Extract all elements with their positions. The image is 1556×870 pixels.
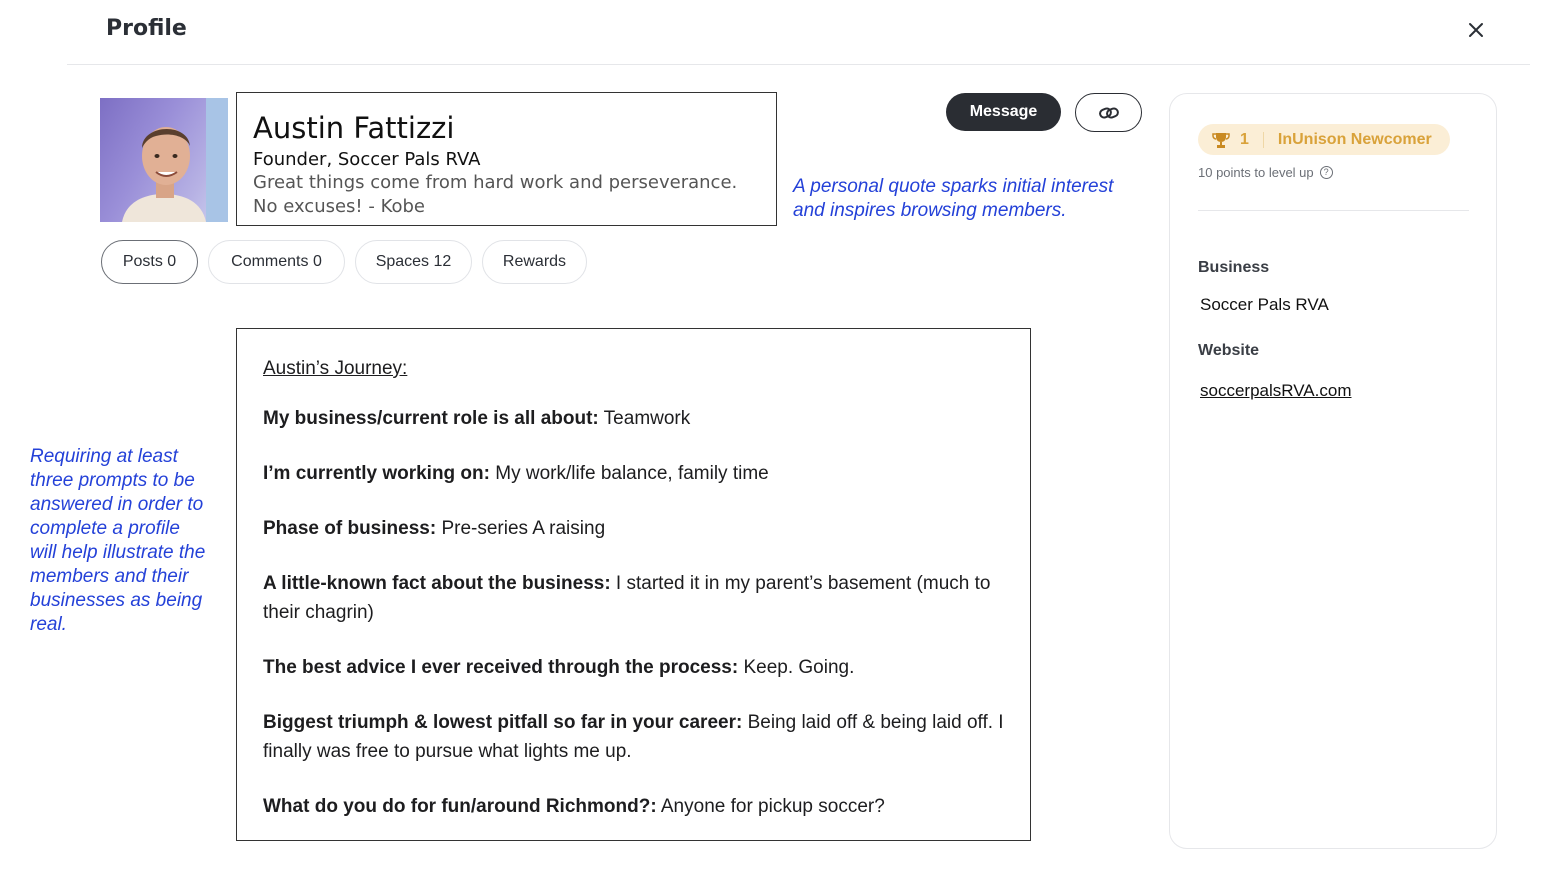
profile-role: Founder, Soccer Pals RVA bbox=[253, 149, 481, 170]
trophy-icon bbox=[1212, 131, 1230, 149]
journey-item: Phase of business: Pre-series A raising bbox=[263, 518, 606, 539]
badge-count: 1 bbox=[1240, 130, 1249, 148]
journey-item: Biggest triumph & lowest pitfall so far in your career: Being laid off & being laid off. I finally was free to pursue what lights me up. bbox=[263, 712, 1004, 762]
journey-item: The best advice I ever received through the process: Keep. Going. bbox=[263, 657, 855, 678]
journey-item: What do you do for fun/around Richmond?: Anyone for pickup soccer? bbox=[263, 796, 885, 817]
profile-quote-line-2: No excuses! - Kobe bbox=[253, 196, 426, 217]
tab-rewards[interactable]: Rewards bbox=[482, 240, 587, 284]
level-up-text: 10 points to level up ? bbox=[1198, 165, 1333, 180]
journey-item: My business/current role is all about: Teamwork bbox=[263, 408, 691, 429]
journey-item: I’m currently working on: My work/life balance, family time bbox=[263, 463, 769, 484]
profile-sidebar bbox=[1169, 93, 1497, 849]
copy-link-button[interactable] bbox=[1075, 93, 1142, 132]
page-title: Profile bbox=[106, 16, 187, 41]
journey-item: A little-known fact about the business: I started it in my parent’s basement (much to their chagrin) bbox=[263, 573, 991, 623]
website-link[interactable]: soccerpalsRVA.com bbox=[1200, 381, 1352, 400]
sidebar-divider bbox=[1198, 210, 1469, 211]
business-label: Business bbox=[1198, 259, 1270, 276]
close-icon bbox=[1468, 22, 1484, 38]
annotation-quote-note: A personal quote sparks initial interest and inspires browsing members. bbox=[793, 176, 1114, 221]
level-badge[interactable] bbox=[1198, 124, 1450, 155]
close-button[interactable] bbox=[1463, 17, 1489, 43]
website-label: Website bbox=[1198, 342, 1260, 359]
badge-label: InUnison Newcomer bbox=[1277, 130, 1432, 148]
journey-box bbox=[236, 328, 1031, 841]
help-icon[interactable]: ? bbox=[1320, 166, 1333, 179]
business-value: Soccer Pals RVA bbox=[1200, 295, 1329, 314]
profile-header-box bbox=[236, 92, 777, 226]
link-icon bbox=[1098, 105, 1120, 121]
journey-title: Austin’s Journey: bbox=[263, 358, 408, 379]
profile-quote-line-1: Great things come from hard work and perseverance. bbox=[253, 172, 738, 193]
tab-comments[interactable]: Comments 0 bbox=[208, 240, 345, 284]
message-button[interactable]: Message bbox=[946, 93, 1061, 131]
profile-name: Austin Fattizzi bbox=[253, 111, 455, 145]
avatar bbox=[100, 98, 228, 222]
tab-spaces[interactable]: Spaces 12 bbox=[355, 240, 472, 284]
tab-posts[interactable]: Posts 0 bbox=[101, 240, 198, 284]
profile-tabs bbox=[101, 240, 597, 284]
annotation-prompts-note: Requiring at least three prompts to be answered in order to complete a profile will help illustrate the members and their businesses as being real. bbox=[30, 446, 206, 635]
header-divider bbox=[67, 64, 1530, 65]
